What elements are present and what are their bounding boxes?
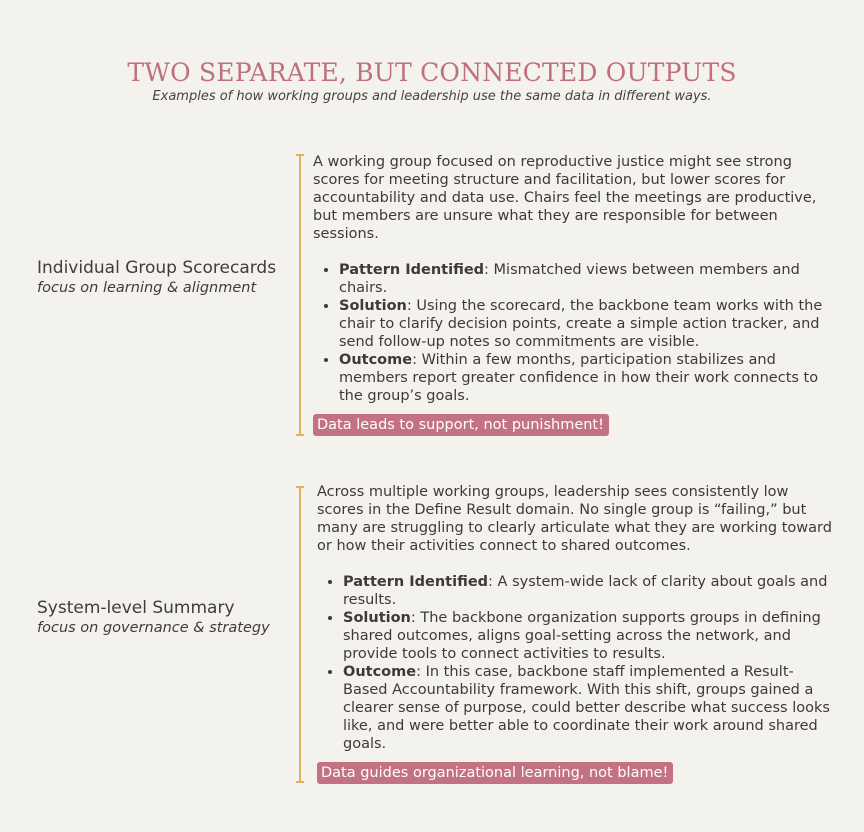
bullet-outcome <box>339 351 833 405</box>
section-content-scorecards <box>313 153 833 436</box>
bullet-text: : Using the scorecard, the backbone team works with the chair to clarify decision points, create a simple action tracker, and send follow-up notes so commitments are visible. <box>339 298 823 350</box>
bullet-pattern <box>343 573 832 609</box>
bullet-text: : The backbone organization supports groups in defining shared outcomes, aligns goal-setting across the network, and provide tools to connect activities to results. <box>343 610 821 662</box>
section-paragraph: Across multiple working groups, leadership sees consistently low scores in the Define Result domain. No single group is “failing,” but many are struggling to clearly articulate what they are working toward or how their activities connect to shared outcomes. <box>317 484 832 554</box>
bullet-text: : Within a few months, participation stabilizes and members report greater confidence in how their work connects to the group’s goals. <box>339 352 819 404</box>
section-label-subtitle: focus on governance & strategy <box>37 620 270 636</box>
section-paragraph: A working group focused on reproductive justice might see strong scores for meeting structure and facilitation, but lower scores for accountability and data use. Chairs feel the meetings are productive, but members are unsure what they are responsible for between sessions. <box>313 154 817 242</box>
section-label-title: Individual Group Scorecards <box>37 258 277 278</box>
bullet-term: Solution <box>339 298 407 314</box>
bullet-term: Outcome <box>343 664 417 680</box>
bullet-solution <box>343 609 832 663</box>
section-label-system-summary <box>37 598 270 636</box>
bullet-list <box>317 573 832 753</box>
bullet-term: Pattern Identified <box>339 262 485 278</box>
bullet-pattern <box>339 261 833 297</box>
bullet-text: : In this case, backbone staff implemented a Result-Based Accountability framework. With this shift, groups gained a clearer sense of purpose, could better describe what success looks like, and were better able to coordinate their work around shared goals. <box>343 664 830 752</box>
bullet-text: : Mismatched views between members and chairs. <box>339 262 800 296</box>
bullet-outcome <box>343 663 832 753</box>
bullet-term: Solution <box>343 610 411 626</box>
bullet-list <box>313 261 833 405</box>
section-label-scorecards <box>37 258 276 296</box>
section-content-system-summary <box>317 483 832 784</box>
bullet-text: : A system-wide lack of clarity about goals and results. <box>343 574 828 608</box>
bullet-term: Pattern Identified <box>343 574 489 590</box>
page-title: TWO SEPARATE, BUT CONNECTED OUTPUTS <box>127 58 737 87</box>
section-bracket <box>299 154 301 436</box>
section-label-title: System-level Summary <box>37 598 235 618</box>
callout-badge: Data leads to support, not punishment! <box>313 414 609 436</box>
page-subtitle: Examples of how working groups and leadership use the same data in different ways. <box>152 89 712 104</box>
section-bracket <box>299 486 301 783</box>
section-label-subtitle: focus on learning & alignment <box>37 280 257 296</box>
callout-badge: Data guides organizational learning, not blame! <box>317 762 673 784</box>
bullet-term: Outcome <box>339 352 413 368</box>
bullet-solution <box>339 297 833 351</box>
